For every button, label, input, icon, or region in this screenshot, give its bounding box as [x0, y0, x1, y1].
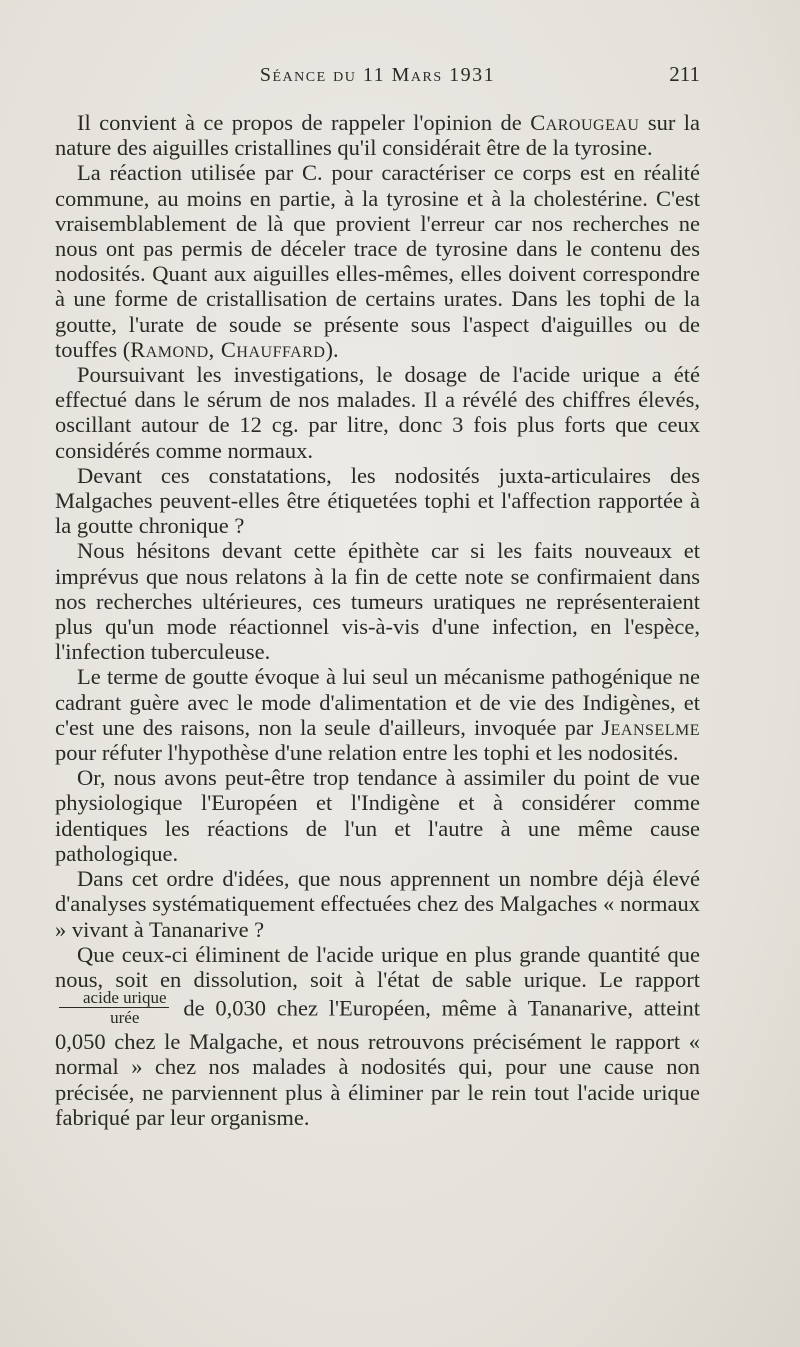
body-text — [55, 110, 700, 1130]
page-number: 211 — [669, 62, 700, 86]
paragraph-4-text: Devant ces constatations, les nodosités juxta-articulaires des Malgaches peuvent-elles être étiquetées tophi et l'affection rapportée à la goutte chronique ? — [55, 462, 700, 539]
paragraph-8-text: Dans cet ordre d'idées, que nous apprennent un nombre déjà élevé d'analyses systématiquement effectuées chez des Malgaches « normaux » vivant à Tananarive ? — [55, 866, 700, 942]
running-head — [55, 62, 700, 92]
paragraph-1-text-end: sur la nature des aiguilles cristallines qu'il considérait être de la tyrosine. — [55, 110, 700, 161]
author-name-jeanselme: Jeanselme — [601, 714, 700, 740]
paragraph-6 — [55, 664, 700, 765]
paragraph-2-text: La réaction utilisée par C. pour caractériser ce corps est en réalité commune, au moins en partie, à la tyrosine et à la cholestérine. C'est vraisemblablement de là que provient l'erreur car nos recherches ne nous ont pas permis de déceler trace de tyrosine dans le contenu des nodosités. Quant aux aiguilles elles-mêmes, elles doivent correspondre à une forme de cristallisation de certains urates. Dans les tophi de la goutte, l'urate de soude se présente sous l'aspect d'aiguilles ou de touffes ( — [55, 160, 700, 362]
paragraph-5-text: Nous hésitons devant cette épithète car si les faits nouveaux et imprévus que nous relatons à la fin de cette note se confirmaient dans nos recherches ultérieures, ces tumeurs uratiques ne représenteraient plus qu'un mode réactionnel vis-à-vis d'une infection, en l'espèce, l'infection tuberculeuse. — [55, 538, 700, 665]
paragraph-1 — [55, 110, 700, 160]
paragraph-3-text: Poursuivant les investigations, le dosage de l'acide urique a été effectué dans le sérum de nos malades. Il a révélé des chiffres élevés, oscillant autour de 12 cg. par litre, donc 3 fois plus forts que ceux considérés comme normaux. — [55, 362, 700, 463]
paragraph-2-text-end: ). — [325, 336, 339, 362]
ratio-fraction — [59, 989, 169, 1026]
paragraph-7 — [55, 765, 700, 866]
paragraph-4 — [55, 463, 700, 539]
paragraph-5 — [55, 538, 700, 664]
author-names-ramond-chauffard: Ramond, Chauffard — [130, 336, 326, 362]
paragraph-1-text: Il convient à ce propos de rappeler l'opinion de — [77, 110, 531, 135]
fraction-numerator: acide urique — [59, 989, 169, 1008]
paragraph-3 — [55, 362, 700, 463]
running-head-title: Séance du 11 Mars 1931 — [259, 64, 496, 86]
paragraph-9 — [55, 942, 700, 1130]
paragraph-8 — [55, 866, 700, 942]
paragraph-6-text: Le terme de goutte évoque à lui seul un mécanisme pathogénique ne cadrant guère avec le mode d'alimentation et de vie des Indigènes, et c'est une des raisons, non la seule d'ailleurs, invoquée par — [55, 664, 700, 740]
author-name-carougeau: Carougeau — [530, 110, 640, 135]
paragraph-7-text: Or, nous avons peut-être trop tendance à assimiler du point de vue physiologique l'Européen et l'Indigène et à considérer comme identiques les réactions de l'un et l'autre à une même cause pathologique. — [55, 765, 700, 866]
fraction-denominator: urée — [110, 1008, 140, 1028]
paragraph-9-text: Que ceux-ci éliminent de l'acide urique en plus grande quantité que nous, soit en dissolution, soit à l'état de sable urique. Le rapport — [55, 941, 700, 992]
paragraph-6-text-end: pour réfuter l'hypothèse d'une relation entre les tophi et les nodosités. — [55, 740, 679, 766]
paragraph-9-text-end: de 0,030 chez l'Européen, même à Tananarive, atteint 0,050 chez le Malgache, et nous retrouvons précisément le rapport « normal » chez nos malades à nodosités qui, pour une cause non précisée, ne parviennent plus à éliminer par le rein tout l'acide urique fabriqué par leur organisme. — [55, 995, 700, 1130]
paragraph-2 — [55, 160, 700, 362]
